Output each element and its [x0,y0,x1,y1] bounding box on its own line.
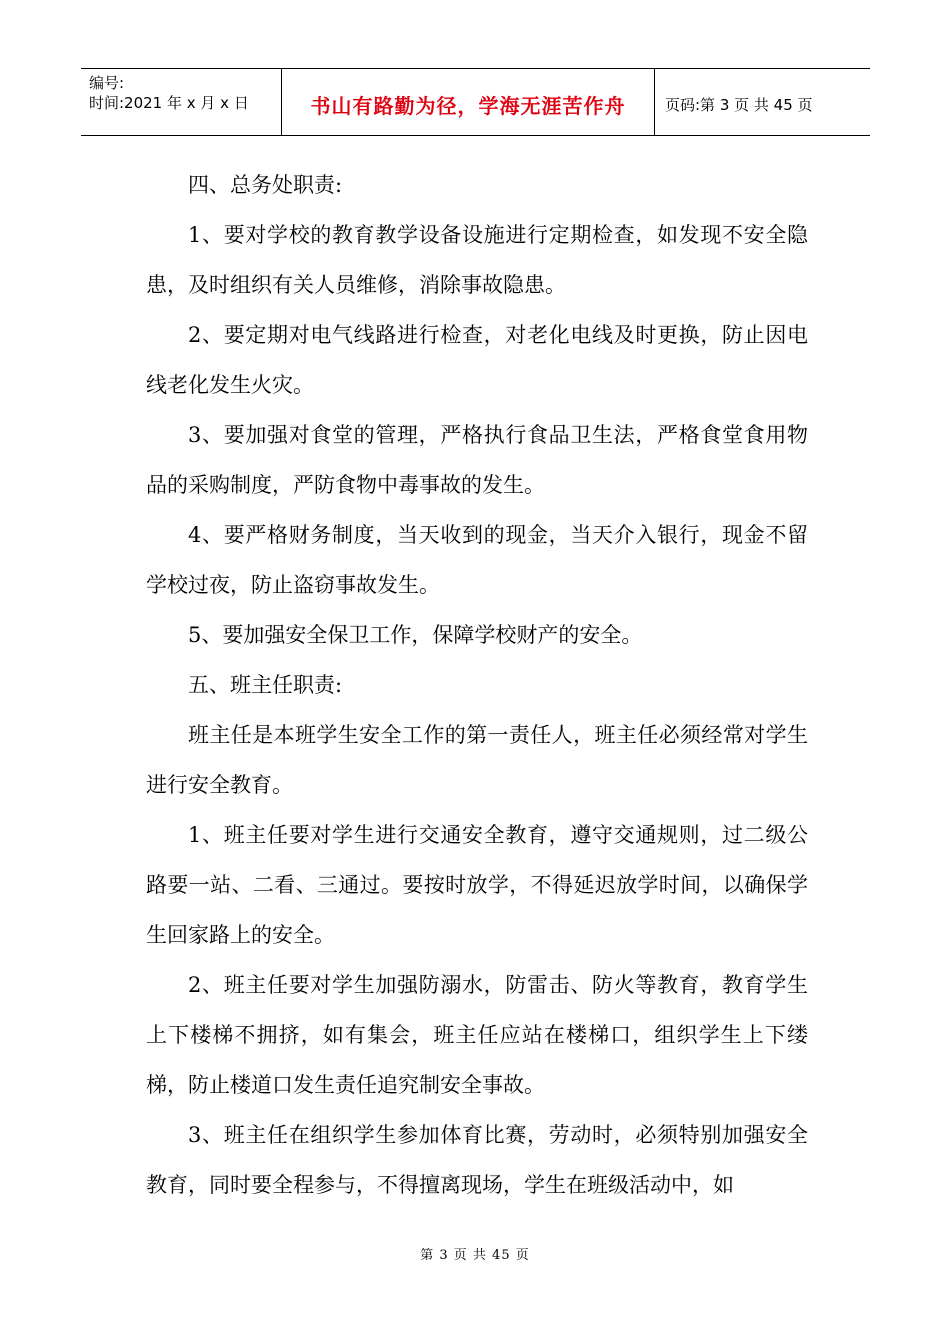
paragraph: 2、班主任要对学生加强防溺水，防雷击、防火等教育，教育学生上下楼梯不拥挤，如有集会，班主任应站在楼梯口，组织学生上下缕梯，防止楼道口发生责任追究制安全事故。 [146,973,808,1097]
paragraph: 3、班主任在组织学生参加体育比赛，劳动时，必须特别加强安全教育，同时要全程参与，不得擅离现场，学生在班级活动中，如 [146,1123,808,1197]
paragraph: 2、要定期对电气线路进行检查，对老化电线及时更换，防止因电线老化发生火灾。 [146,323,808,397]
paragraph: 3、要加强对食堂的管理，严格执行食品卫生法，严格食堂食用物品的采购制度，严防食物中毒事故的发生。 [146,423,808,497]
page-header [81,68,870,136]
section-heading-general-affairs: 四、总务处职责: [188,173,343,197]
paragraph: 4、要严格财务制度，当天收到的现金，当天介入银行，现金不留学校过夜，防止盗窃事故发生。 [146,523,808,597]
paragraph: 1、要对学校的教育教学设备设施进行定期检查，如发现不安全隐患，及时组织有关人员维修，消除事故隐患。 [146,223,808,297]
paragraph: 班主任是本班学生安全工作的第一责任人，班主任必须经常对学生进行安全教育。 [146,723,808,797]
paragraph: 1、班主任要对学生进行交通安全教育，遵守交通规则，过二级公路要一站、二看、三通过。要按时放学，不得延迟放学时间，以确保学生回家路上的安全。 [146,823,808,947]
header-motto: 书山有路勤为径，学海无涯苦作舟 [282,69,655,135]
document-body [146,160,808,1210]
header-meta [81,69,282,135]
time-label: 时间:2021 年 x 月 x 日 [89,94,249,112]
page-footer: 第 3 页 共 45 页 [420,1248,530,1263]
section-heading-class-teacher: 五、班主任职责: [188,673,343,697]
paragraph: 5、要加强安全保卫工作，保障学校财产的安全。 [188,623,643,647]
header-page-info: 页码:第 3 页 共 45 页 [665,95,813,114]
code-label: 编号: [89,74,125,92]
